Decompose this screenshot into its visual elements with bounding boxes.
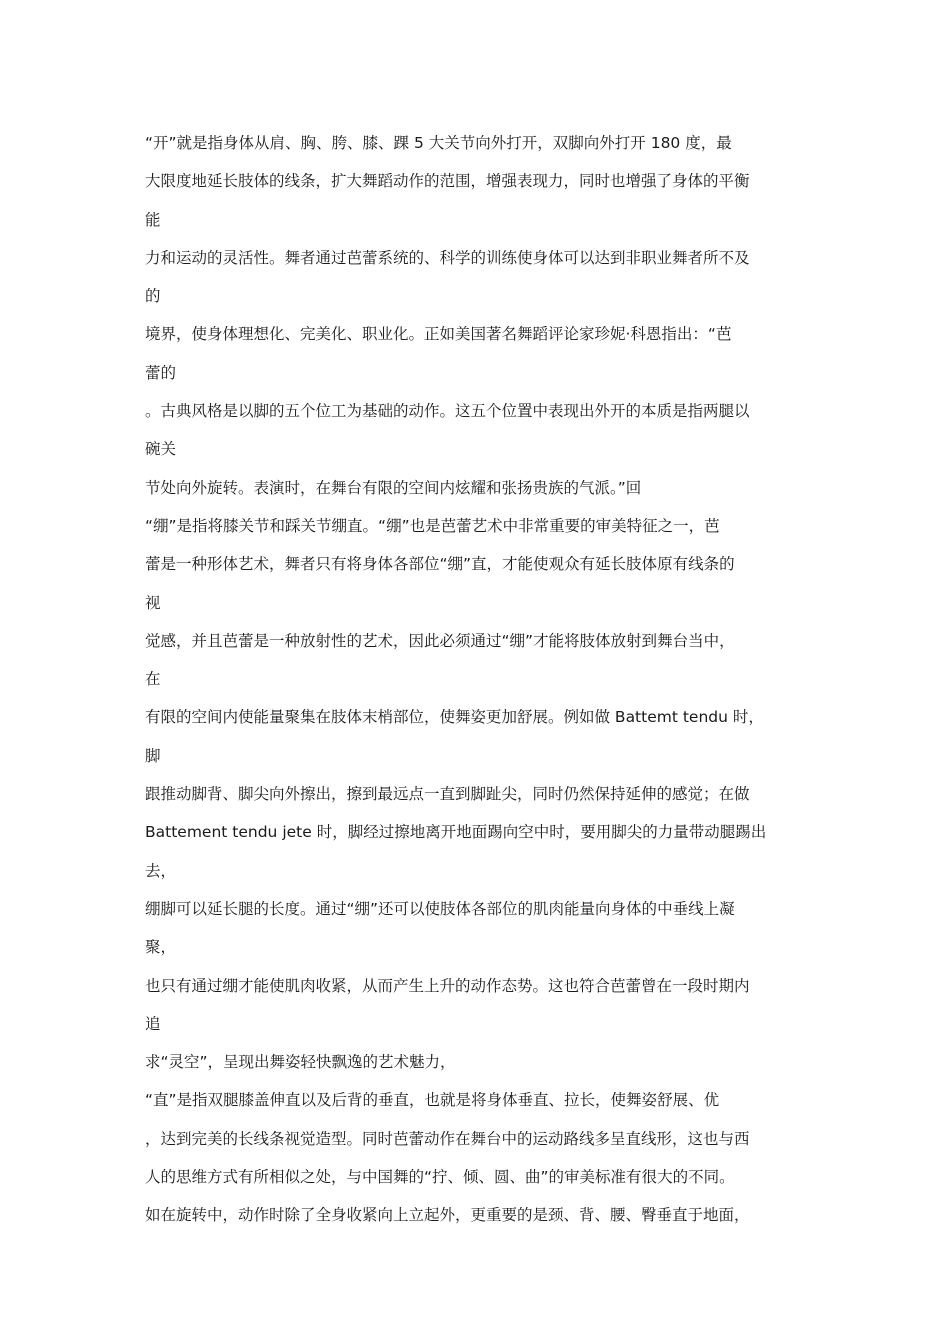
text-line: 去， (145, 861, 177, 880)
text-line: 视 (145, 593, 161, 612)
text-line: 有限的空间内使能量聚集在肢体末梢部位，使舞姿更加舒展。例如做 Battemt tendu 时， (145, 708, 764, 727)
text-line: 跟推动脚背、脚尖向外擦出，擦到最远点一直到脚趾尖，同时仍然保持延伸的感觉；在做 (145, 785, 750, 804)
text-line: 聚， (145, 938, 177, 957)
text-line: “直”是指双腿膝盖伸直以及后背的垂直，也就是将身体垂直、拉长，使舞姿舒展、优 (145, 1091, 720, 1110)
text-line: 蕾的 (145, 363, 177, 382)
text-line: 追 (145, 1014, 161, 1033)
text-line: 蕾是一种形体艺术，舞者只有将身体各部位“绷”直，才能使观众有延长肢体原有线条的 (145, 555, 735, 574)
text-line: 求“灵空”，呈现出舞姿轻快飘逸的艺术魅力， (145, 1053, 456, 1072)
text-line: 如在旋转中，动作时除了全身收紧向上立起外，更重要的是颈、背、腰、臀垂直于地面， (145, 1206, 750, 1225)
text-line: 在 (145, 670, 161, 689)
text-line: 脚 (145, 746, 161, 765)
text-line: Battement tendu jete 时，脚经过擦地离开地面踢向空中时，要用脚尖的力量带动腿踢出 (145, 823, 767, 842)
text-line: 能 (145, 210, 161, 229)
text-line: 觉感，并且芭蕾是一种放射性的艺术，因此必须通过“绷”才能将肢体放射到舞台当中， (145, 631, 735, 650)
text-line: “绷”是指将膝关节和踩关节绷直。“绷”也是芭蕾艺术中非常重要的审美特征之一，芭 (145, 516, 720, 535)
text-line: 人的思维方式有所相似之处，与中国舞的“拧、倾、圆、曲”的审美标准有很大的不同。 (145, 1168, 735, 1187)
text-line: 。古典风格是以脚的五个位工为基础的动作。这五个位置中表现出外开的本质是指两腿以 (145, 402, 750, 421)
body-text (145, 124, 825, 1235)
text-line: 节处向外旋转。表演时，在舞台有限的空间内炫耀和张扬贵族的气派。”回 (145, 478, 642, 497)
text-line: 碗关 (145, 440, 177, 459)
text-line: 境界，使身体理想化、完美化、职业化。正如美国著名舞蹈评论家珍妮·科恩指出：“芭 (145, 325, 732, 344)
text-line: 力和运动的灵活性。舞者通过芭蕾系统的、科学的训练使身体可以达到非职业舞者所不及 (145, 248, 750, 267)
text-line: ，达到完美的长线条视觉造型。同时芭蕾动作在舞台中的运动路线多呈直线形，这也与西 (145, 1129, 750, 1148)
text-line: 绷脚可以延长腿的长度。通过“绷”还可以使肢体各部位的肌肉能量向身体的中垂线上凝 (145, 899, 735, 918)
text-line: 大限度地延长肢体的线条，扩大舞蹈动作的范围，增强表现力，同时也增强了身体的平衡 (145, 172, 750, 191)
text-line: 的 (145, 287, 161, 306)
text-line: “开”就是指身体从肩、胸、胯、膝、踝 5 大关节向外打开，双脚向外打开 180 度，最 (145, 134, 732, 152)
text-line: 也只有通过绷才能使肌肉收紧，从而产生上升的动作态势。这也符合芭蕾曾在一段时期内 (145, 976, 750, 995)
